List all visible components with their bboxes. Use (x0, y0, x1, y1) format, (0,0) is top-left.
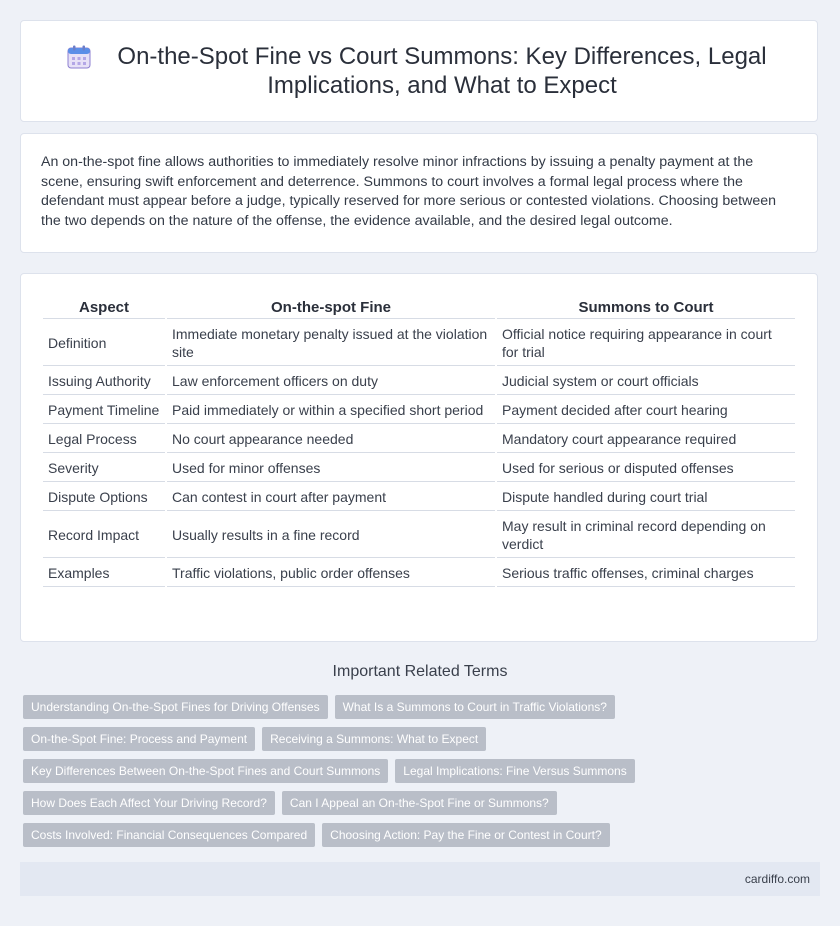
cell-fine: Law enforcement officers on duty (167, 368, 495, 395)
cell-summons: Payment decided after court hearing (497, 397, 795, 424)
cell-fine: Paid immediately or within a specified short period (167, 397, 495, 424)
related-term-link[interactable]: Costs Involved: Financial Consequences Compared (23, 823, 315, 847)
table-row (43, 560, 795, 587)
cell-aspect: Payment Timeline (43, 397, 165, 424)
related-terms-list (23, 695, 823, 855)
cell-aspect: Legal Process (43, 426, 165, 453)
intro-card (20, 133, 818, 253)
related-term-link[interactable]: Legal Implications: Fine Versus Summons (395, 759, 634, 783)
tag-row (23, 727, 823, 751)
comparison-card (20, 273, 818, 642)
cell-summons: Mandatory court appearance required (497, 426, 795, 453)
tag-row (23, 823, 823, 847)
related-terms-heading: Important Related Terms (332, 663, 508, 680)
page-title: On-the-Spot Fine vs Court Summons: Key Differences, Legal Implications, and What to Expect (117, 43, 767, 99)
cell-fine: Can contest in court after payment (167, 484, 495, 511)
table-row (43, 484, 795, 511)
related-term-link[interactable]: Receiving a Summons: What to Expect (262, 727, 486, 751)
tag-row (23, 759, 823, 783)
cell-summons: Used for serious or disputed offenses (497, 455, 795, 482)
related-term-link[interactable]: How Does Each Affect Your Driving Record? (23, 791, 275, 815)
table-row (43, 455, 795, 482)
cell-summons: Serious traffic offenses, criminal charges (497, 560, 795, 587)
related-term-link[interactable]: On-the-Spot Fine: Process and Payment (23, 727, 255, 751)
related-term-link[interactable]: Can I Appeal an On-the-Spot Fine or Summons? (282, 791, 557, 815)
cell-summons: Dispute handled during court trial (497, 484, 795, 511)
related-term-link[interactable]: Key Differences Between On-the-Spot Fines and Court Summons (23, 759, 388, 783)
cell-summons: May result in criminal record depending on verdict (497, 513, 795, 558)
table-row (43, 513, 795, 558)
table-row (43, 321, 795, 366)
tag-row (23, 791, 823, 815)
related-term-link[interactable]: What Is a Summons to Court in Traffic Violations? (335, 695, 615, 719)
comparison-table (41, 294, 797, 589)
calendar-icon (66, 44, 92, 70)
cell-summons: Judicial system or court officials (497, 368, 795, 395)
related-term-link[interactable]: Choosing Action: Pay the Fine or Contest in Court? (322, 823, 609, 847)
cell-fine: Usually results in a fine record (167, 513, 495, 558)
table-header-row (43, 296, 795, 319)
cell-fine: No court appearance needed (167, 426, 495, 453)
header-aspect: Aspect (43, 296, 165, 319)
cell-fine: Immediate monetary penalty issued at the violation site (167, 321, 495, 366)
header-summons-to-court: Summons to Court (497, 296, 795, 319)
cell-summons: Official notice requiring appearance in court for trial (497, 321, 795, 366)
cell-aspect: Severity (43, 455, 165, 482)
related-term-link[interactable]: Understanding On-the-Spot Fines for Driving Offenses (23, 695, 328, 719)
table-row (43, 397, 795, 424)
cell-fine: Used for minor offenses (167, 455, 495, 482)
tag-row (23, 695, 823, 719)
cell-aspect: Issuing Authority (43, 368, 165, 395)
table-row (43, 426, 795, 453)
cell-aspect: Dispute Options (43, 484, 165, 511)
cell-aspect: Record Impact (43, 513, 165, 558)
cell-fine: Traffic violations, public order offenses (167, 560, 495, 587)
table-row (43, 368, 795, 395)
intro-text: An on-the-spot fine allows authorities to immediately resolve minor infractions by issuing a penalty payment at the scene, ensuring swift enforcement and deterrence. Summons to court involves a formal legal process where the defendant must appear before a judge, typically reserved for more serious or contested violations. Choosing between the two depends on the nature of the offense, the evidence available, and the desired legal outcome. (41, 154, 777, 229)
header-card (20, 20, 818, 122)
footer (20, 862, 820, 896)
cell-aspect: Examples (43, 560, 165, 587)
footer-site-link[interactable]: cardiffo.com (744, 872, 810, 886)
cell-aspect: Definition (43, 321, 165, 366)
header-on-the-spot-fine: On-the-spot Fine (167, 296, 495, 319)
